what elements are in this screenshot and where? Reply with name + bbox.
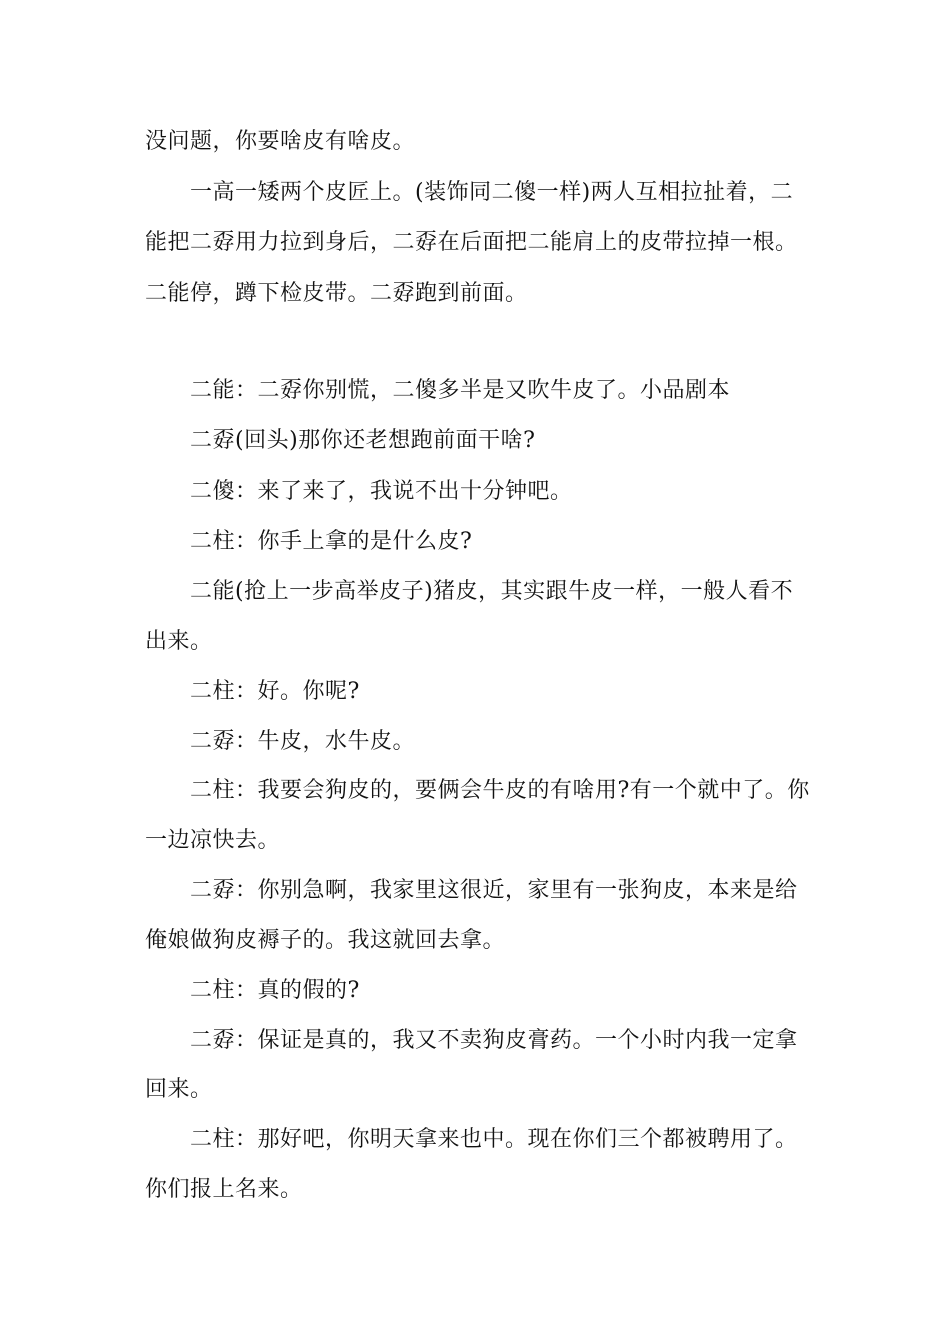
dialogue-line: 二柱：真的假的? bbox=[190, 978, 360, 1003]
dialogue-line: 二孬(回头)那你还老想跑前面干啥? bbox=[190, 428, 536, 453]
dialogue-line: 你们报上名来。 bbox=[145, 1177, 303, 1202]
dialogue-line: 二孬：你别急啊，我家里这很近，家里有一张狗皮，本来是给 bbox=[190, 878, 798, 903]
dialogue-line: 俺娘做狗皮褥子的。我这就回去拿。 bbox=[145, 928, 506, 953]
text-line: 二能停，蹲下检皮带。二孬跑到前面。 bbox=[145, 281, 528, 306]
dialogue-line: 二孬：保证是真的，我又不卖狗皮膏药。一个小时内我一定拿 bbox=[190, 1028, 798, 1053]
dialogue-line: 二柱：我要会狗皮的，要俩会牛皮的有啥用?有一个就中了。你 bbox=[190, 778, 810, 803]
dialogue-line: 二柱：好。你呢? bbox=[190, 679, 360, 704]
text-line: 没问题，你要啥皮有啥皮。 bbox=[145, 129, 416, 154]
dialogue-line: 二柱：你手上拿的是什么皮? bbox=[190, 529, 473, 554]
dialogue-line: 二傻：来了来了，我说不出十分钟吧。 bbox=[190, 479, 573, 504]
text-line: 能把二孬用力拉到身后，二孬在后面把二能肩上的皮带拉掉一根。 bbox=[145, 230, 798, 255]
dialogue-line: 二能：二孬你别慌，二傻多半是又吹牛皮了。小品剧本 bbox=[190, 378, 731, 403]
dialogue-line: 回来。 bbox=[145, 1077, 213, 1102]
dialogue-line: 二柱：那好吧，你明天拿来也中。现在你们三个都被聘用了。 bbox=[190, 1127, 798, 1152]
dialogue-line: 二能(抢上一步高举皮子)猪皮，其实跟牛皮一样，一般人看不 bbox=[190, 579, 794, 604]
dialogue-line: 二孬：牛皮，水牛皮。 bbox=[190, 729, 416, 754]
text-line: 一高一矮两个皮匠上。(装饰同二傻一样)两人互相拉扯着，二 bbox=[190, 180, 794, 205]
dialogue-line: 一边凉快去。 bbox=[145, 828, 281, 853]
dialogue-line: 出来。 bbox=[145, 629, 213, 654]
